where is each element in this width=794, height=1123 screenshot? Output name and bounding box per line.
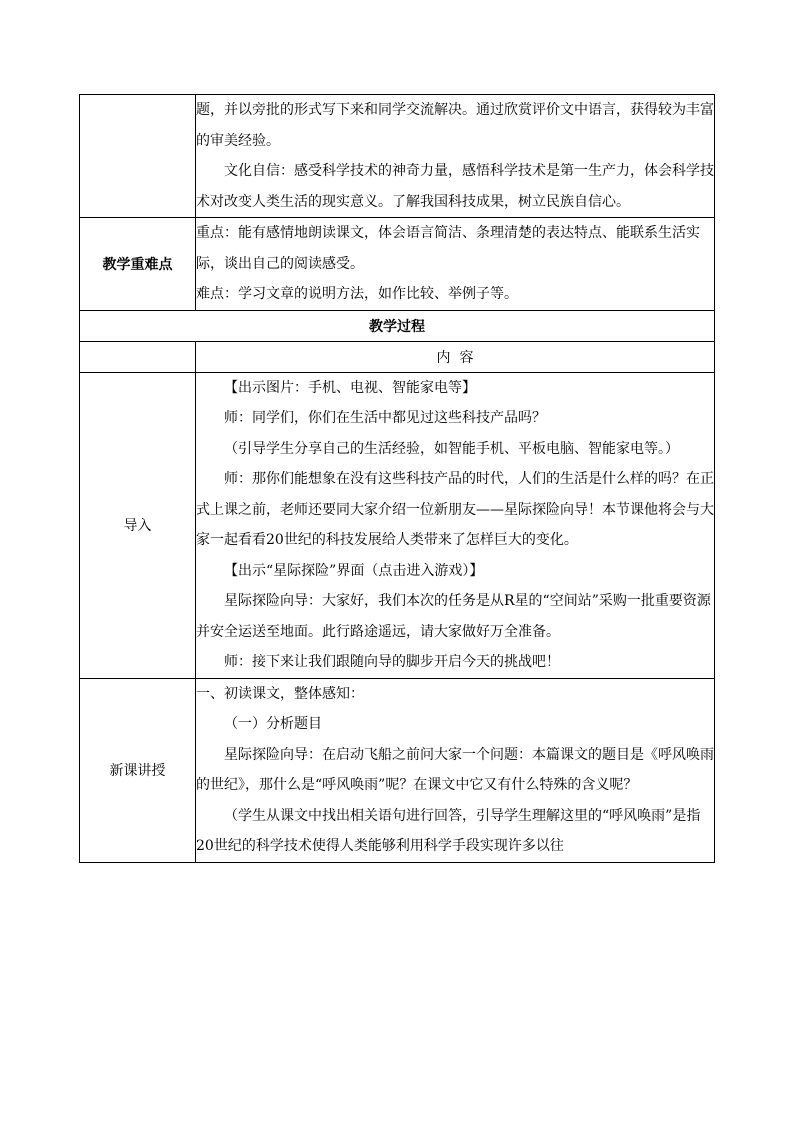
intro-paragraph: 【出示“星际探险”界面（点击进入游戏）】	[224, 562, 484, 579]
intro-content-cell	[196, 372, 715, 678]
new-lesson-label: 新课讲授	[80, 678, 196, 862]
intro-label: 导入	[80, 372, 196, 678]
new-lesson-content-cell	[196, 678, 715, 862]
intro-paragraph: 【出示图片：手机、电视、智能家电等】	[224, 379, 476, 396]
objectives-paragraph: 题，并以旁批的形式写下来和同学交流解决。通过欣赏评价文中语言，获得较为丰富的审美经验。	[196, 102, 714, 149]
new-lesson-row	[80, 678, 715, 862]
content-header: 内 容	[196, 341, 715, 372]
objectives-content-cell	[196, 95, 715, 218]
process-title: 教学过程	[80, 310, 715, 341]
lesson-plan-table	[79, 94, 715, 863]
new-lesson-paragraph: 一、初读课文，整体感知：	[196, 685, 364, 702]
intro-paragraph: 师：那你们能想象在没有这些科技产品的时代，人们的生活是什么样的吗？在正式上课之前，老师还要同大家介绍一位新朋友——星际探险向导！本节课他将会与大家一起看看20世纪的科技发展给人类带来了怎样巨大的变化。	[196, 471, 714, 548]
new-lesson-paragraph: （学生从课文中找出相关语句进行回答，引导学生理解这里的“呼风唤雨”是指20世纪的科学技术使得人类能够利用科学手段实现许多以往	[196, 807, 701, 854]
new-lesson-paragraph: （一）分析题目	[224, 716, 322, 732]
objectives-row	[80, 95, 715, 218]
intro-paragraph: 星际探险向导：大家好，我们本次的任务是从R星的“空间站”采购一批重要资源并安全运送至地面。此行路途遥远，请大家做好万全准备。	[196, 593, 711, 640]
intro-row	[80, 372, 715, 678]
content-header-row	[80, 341, 715, 372]
key-point-paragraph: 重点：能有感情地朗读课文，体会语言简洁、条理清楚的表达特点、能联系生活实际，谈出自己的阅读感受。	[196, 225, 700, 272]
culture-confidence-paragraph: 文化自信：感受科学技术的神奇力量，感悟科学技术是第一生产力，体会科学技术对改变人类生活的现实意义。了解我国科技成果，树立民族自信心。	[196, 163, 714, 210]
key-points-label: 教学重难点	[80, 218, 196, 311]
intro-paragraph: （引导学生分享自己的生活经验，如智能手机、平板电脑、智能家电等。）	[224, 440, 679, 457]
key-points-row	[80, 218, 715, 311]
content-header-empty-cell	[80, 341, 196, 372]
new-lesson-paragraph: 星际探险向导：在启动飞船之前问大家一个问题：本篇课文的题目是《呼风唤雨的世纪》，那什么是“呼风唤雨”呢？在课文中它又有什么特殊的含义呢？	[196, 746, 714, 793]
intro-paragraph: 师：同学们，你们在生活中都见过这些科技产品吗？	[224, 410, 546, 426]
key-points-content-cell	[196, 218, 715, 311]
objectives-label-cell	[80, 95, 196, 218]
intro-paragraph: 师：接下来让我们跟随向导的脚步开启今天的挑战吧！	[224, 654, 560, 670]
process-title-row	[80, 310, 715, 341]
difficulty-paragraph: 难点：学习文章的说明方法，如作比较、举例子等。	[196, 286, 518, 302]
